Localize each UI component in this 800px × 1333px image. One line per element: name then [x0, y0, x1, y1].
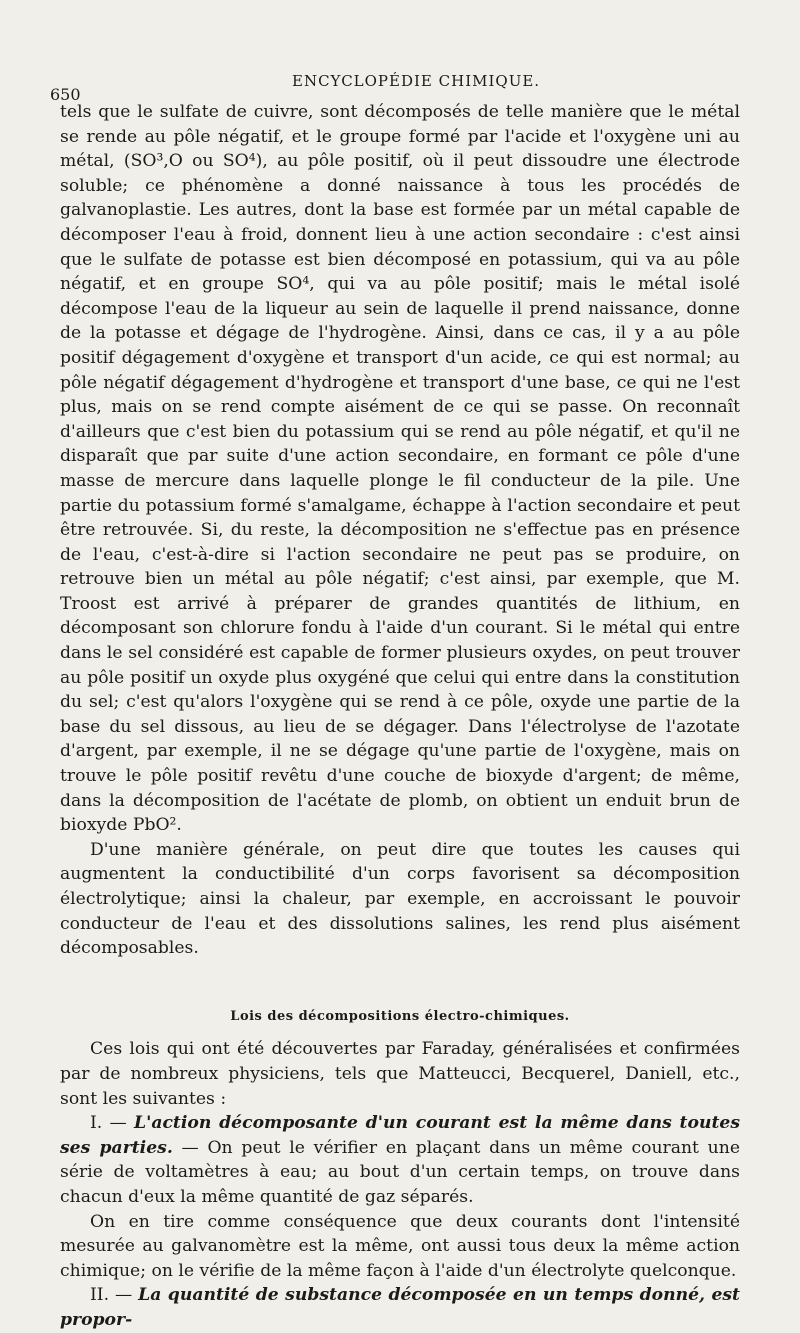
- law-2: [60, 1283, 740, 1332]
- page-number: 650: [50, 85, 81, 104]
- paragraph: D'une manière générale, on peut dire que toutes les causes qui augmentent la conductibilité d'un corps favorisent sa décomposition électrolytique; ainsi la chaleur, par exemple, en accroissant le pouvoir conducteur de l'eau et des dissolutions salines, les rend plus aisément décomposables.: [60, 839, 740, 959]
- running-title: ENCYCLOPÉDIE CHIMIQUE.: [292, 72, 541, 90]
- law-1-label: I. —: [90, 1113, 134, 1134]
- paragraph: On en tire comme conséquence que deux courants dont l'intensité mesurée au galvanomètre est la même, ont aussi tous deux la même action chimique; on le vérifie de la même façon à l'aide d'un électrolyte quelconque.: [60, 1211, 740, 1281]
- law-1: [60, 1111, 740, 1209]
- paragraph: Ces lois qui ont été découvertes par Faraday, généralisées et confirmées par de nombreux physiciens, tels que Matteucci, Becquerel, Daniell, etc., sont les suivantes :: [60, 1039, 740, 1109]
- body-text: [60, 100, 740, 1333]
- paragraph: tels que le sulfate de cuivre, sont décomposés de telle manière que le métal se rende au pôle négatif, et le groupe formé par l'acide et l'oxygène uni au métal, (SO³,O ou SO⁴), au pôle positif, où il peut dissoudre une électrode soluble; ce phénomène a donné naissance à tous les procédés de galvanoplastie. Les autres, dont la base est formée par un métal capable de décomposer l'eau à froid, donnent lieu à une action secondaire : c'est ainsi que le sulfate de potasse est bien décomposé en potassium, qui va au pôle négatif, et en groupe SO⁴, qui va au pôle positif; mais le métal isolé décompose l'eau de la liqueur au sein de laquelle il prend naissance, donne de la potasse et dégage de l'hydrogène. Ainsi, dans ce cas, il y a au pôle positif dégagement d'oxygène et transport d'un acide, ce qui est normal; au pôle négatif dégagement d'hydrogène et transport d'une base, ce qui ne l'est plus, mais on se rend compte aisément de ce qui se passe. On reconnaît d'ailleurs que c'est bien du potassium qui se rend au pôle négatif, et qu'il ne disparaît que par suite d'une action secondaire, en formant ce pôle d'une masse de mercure dans laquelle plonge le fil conducteur de la pile. Une partie du potassium formé s'amalgame, échappe à l'action secondaire et peut être retrouvée. Si, du reste, la décomposition ne s'effectue pas en présence de l'eau, c'est-à-dire si l'action secondaire ne peut pas se produire, on retrouve bien un métal au pôle négatif; c'est ainsi, par exemple, que M. Troost est arrivé à préparer de grandes quantités de lithium, en décomposant son chlorure fondu à l'aide d'un courant. Si le métal qui entre dans le sel considéré est capable de former plusieurs oxydes, on peut trouver au pôle positif un oxyde plus oxygéné que celui qui entre dans la constitution du sel; c'est qu'alors l'oxygène qui se rend à ce pôle, oxyde une partie de la base du sel dissous, au lieu de se dégager. Dans l'électrolyse de l'azotate d'argent, par exemple, il ne se dégage qu'une partie de l'oxygène, mais on trouve le pôle positif revêtu d'une couche de bioxyde d'argent; de même, dans la décomposition de l'acétate de plomb, on obtient un enduit brun de bioxyde PbO².: [60, 102, 740, 836]
- law-2-title: La quantité de substance décomposée en un temps donné, est propor-: [60, 1285, 740, 1330]
- law-1-text: — On peut le vérifier en plaçant dans un même courant une série de voltamètres à eau; au bout d'un certain temps, on trouve dans chacun d'eux la même quantité de gaz séparés.: [60, 1137, 740, 1207]
- law-2-label: II. —: [90, 1285, 139, 1306]
- law-1-title: L'action décomposante d'un courant est la même dans toutes ses parties.: [60, 1113, 740, 1158]
- section-title: Lois des décompositions électro-chimiques.: [230, 1008, 570, 1024]
